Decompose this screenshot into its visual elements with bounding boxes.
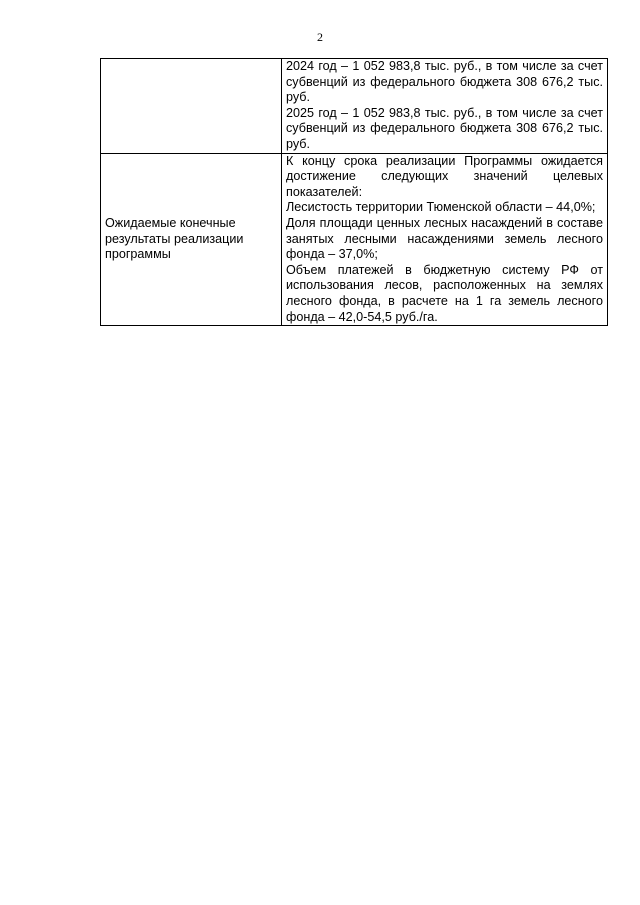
funding-value-cell	[282, 59, 608, 154]
expected-results-value-cell	[282, 153, 608, 326]
page-number: 2	[317, 30, 323, 44]
table-row-funding	[101, 59, 608, 154]
valuable-plantings-paragraph: Доля площади ценных лесных насаждений в составе занятых лесными насаждениями земель лесного фонда – 37,0%;	[286, 215, 603, 262]
row-label-empty	[101, 59, 282, 154]
forest-cover-paragraph: Лесистость территории Тюменской области – 44,0%;	[286, 200, 596, 215]
funding-2025-paragraph: 2025 год – 1 052 983,8 тыс. руб., в том числе за счет субвенций из федерального бюджета 308 676,2 тыс. руб.	[286, 105, 603, 151]
results-intro-paragraph: К концу срока реализации Программы ожидается достижение следующих значений целевых показателей:	[286, 153, 603, 199]
funding-2024-paragraph: 2024 год – 1 052 983,8 тыс. руб., в том числе за счет субвенций из федерального бюджета 308 676,2 тыс. руб.	[286, 59, 603, 105]
table-row-expected-results	[101, 153, 608, 326]
program-passport-table	[100, 58, 608, 326]
expected-results-label: Ожидаемые конечные результаты реализации программы	[101, 153, 282, 326]
budget-payments-paragraph: Объем платежей в бюджетную систему РФ от использования лесов, расположенных на землях лесного фонда, в расчете на 1 га земель лесного фонда – 42,0-54,5 руб./га.	[286, 262, 603, 324]
